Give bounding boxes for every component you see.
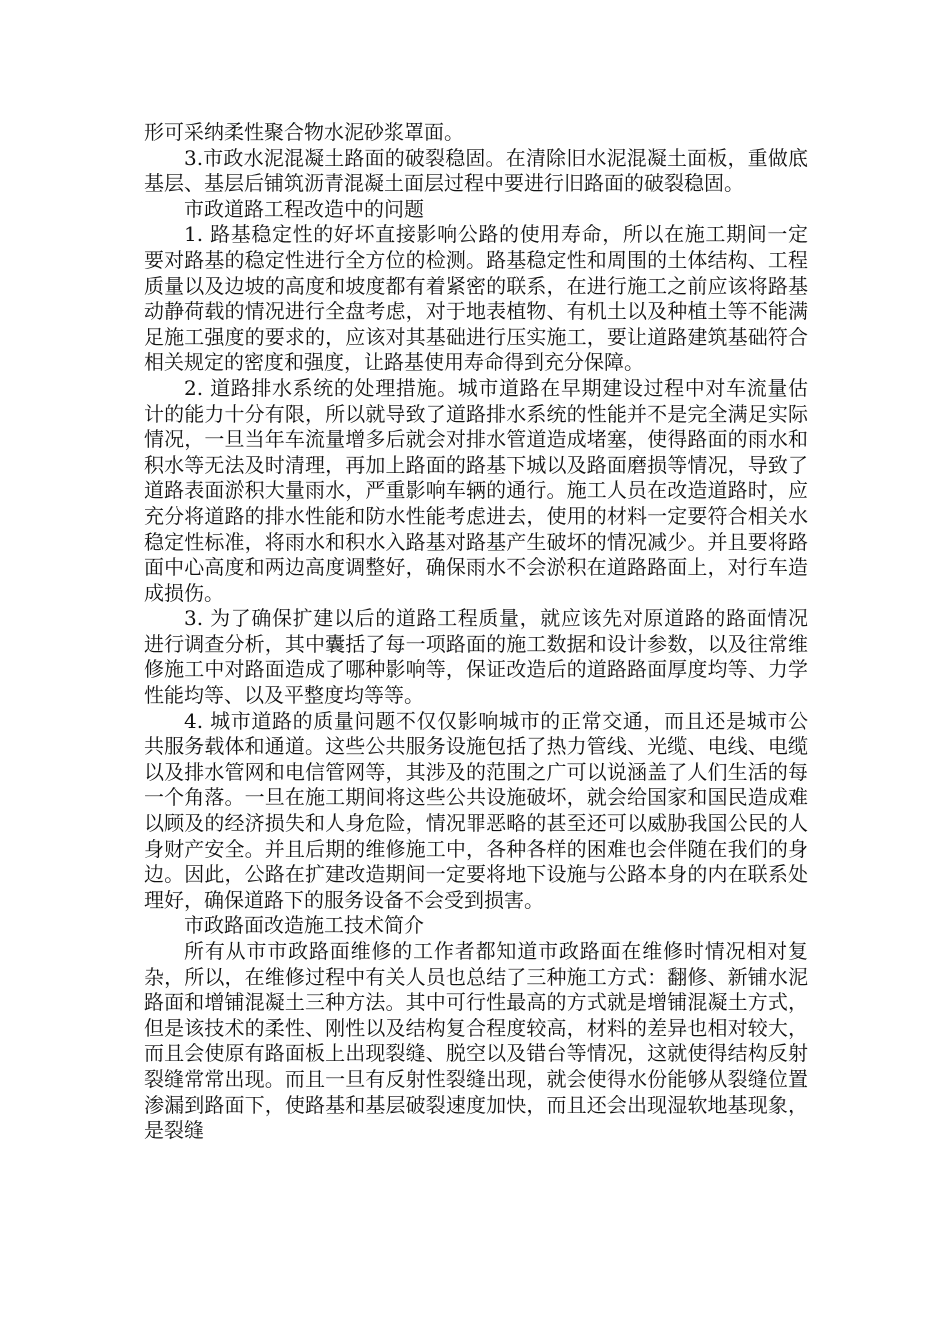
- paragraph-construction-methods: 所有从市市政路面维修的工作者都知道市政路面在维修时情况相对复杂，所以，在维修过程中有关人员也总结了三种施工方式：翻修、新铺水泥路面和增铺混凝土三种方法。其中可行性最高的方式就是增铺混凝土方式，但是该技术的柔性、刚性以及结构复合程度较高，材料的差异也相对较大，而且会使原有路面板上出现裂缝、脱空以及错台等情况，这就使得结构反射裂缝常常出现。而且一旦有反射性裂缝出现，就会使得水份能够从裂缝位置渗漏到路面下，使路基和基层破裂速度加快，而且还会出现湿软地基现象，是裂缝: [144, 939, 808, 1143]
- paragraph-quality-survey: 3. 为了确保扩建以后的道路工程质量，就应该先对原道路的路面情况进行调查分析，其中囊括了每一项路面的施工数据和设计参数，以及往常维修施工中对路面造成了哪种影响等，保证改造后的道路路面厚度均等、力学性能均等、以及平整度均等等。: [144, 606, 808, 708]
- document-body: [144, 120, 808, 1144]
- paragraph-continued: 形可采纳柔性聚合物水泥砂浆罩面。: [144, 120, 464, 144]
- paragraph-drainage-measures: 2. 道路排水系统的处理措施。城市道路在早期建设过程中对车流量估计的能力十分有限，所以就导致了道路排水系统的性能并不是完全满足实际情况，一旦当年车流量增多后就会对排水管道造成堵塞，使得路面的雨水和积水等无法及时清理，再加上路面的路基下城以及路面磨损等情况，导致了道路表面淤积大量雨水，严重影响车辆的通行。施工人员在改造道路时，应充分将道路的排水性能和防水性能考虑进去，使用的材料一定要符合相关水稳定性标准，将雨水和积水入路基对路基产生破坏的情况减少。并且要将路面中心高度和两边高度调整好，确保雨水不会淤积在道路路面上，对行车造成损伤。: [144, 375, 808, 605]
- paragraph-road-panel-crack-stabilization: 3.市政水泥混凝土路面的破裂稳固。在清除旧水泥混凝土面板，重做底基层、基层后铺筑沥青混凝土面层过程中要进行旧路面的破裂稳固。: [144, 145, 808, 196]
- section-heading-construction-techniques: 市政路面改造施工技术简介: [184, 913, 424, 938]
- section-heading-renovation-problems: 市政道路工程改造中的问题: [184, 196, 424, 221]
- paragraph-public-facilities: 4. 城市道路的质量问题不仅仅影响城市的正常交通，而且还是城市公共服务载体和通道。这些公共服务设施包括了热力管线、光缆、电线、电缆以及排水管网和电信管网等，其涉及的范围之广可以说涵盖了人们生活的每一个角落。一旦在施工期间将这些公共设施破坏，就会给国家和国民造成难以顾及的经济损失和人身危险，情况罪恶略的甚至还可以威胁我国公民的人身财产安全。并且后期的维修施工中，各种各样的困难也会伴随在我们的身边。因此，公路在扩建改造期间一定要将地下设施与公路本身的内在联系处理好，确保道路下的服务设备不会受到损害。: [144, 708, 808, 912]
- paragraph-subgrade-stability: 1. 路基稳定性的好坏直接影响公路的使用寿命，所以在施工期间一定要对路基的稳定性进行全方位的检测。路基稳定性和周围的土体结构、工程质量以及边坡的高度和坡度都有着紧密的联系，在进行施工之前应该将路基动静荷载的情况进行全盘考虑，对于地表植物、有机土以及种植土等不能满足施工强度的要求的，应该对其基础进行压实施工，要让道路建筑基础符合相关规定的密度和强度，让路基使用寿命得到充分保障。: [144, 222, 808, 375]
